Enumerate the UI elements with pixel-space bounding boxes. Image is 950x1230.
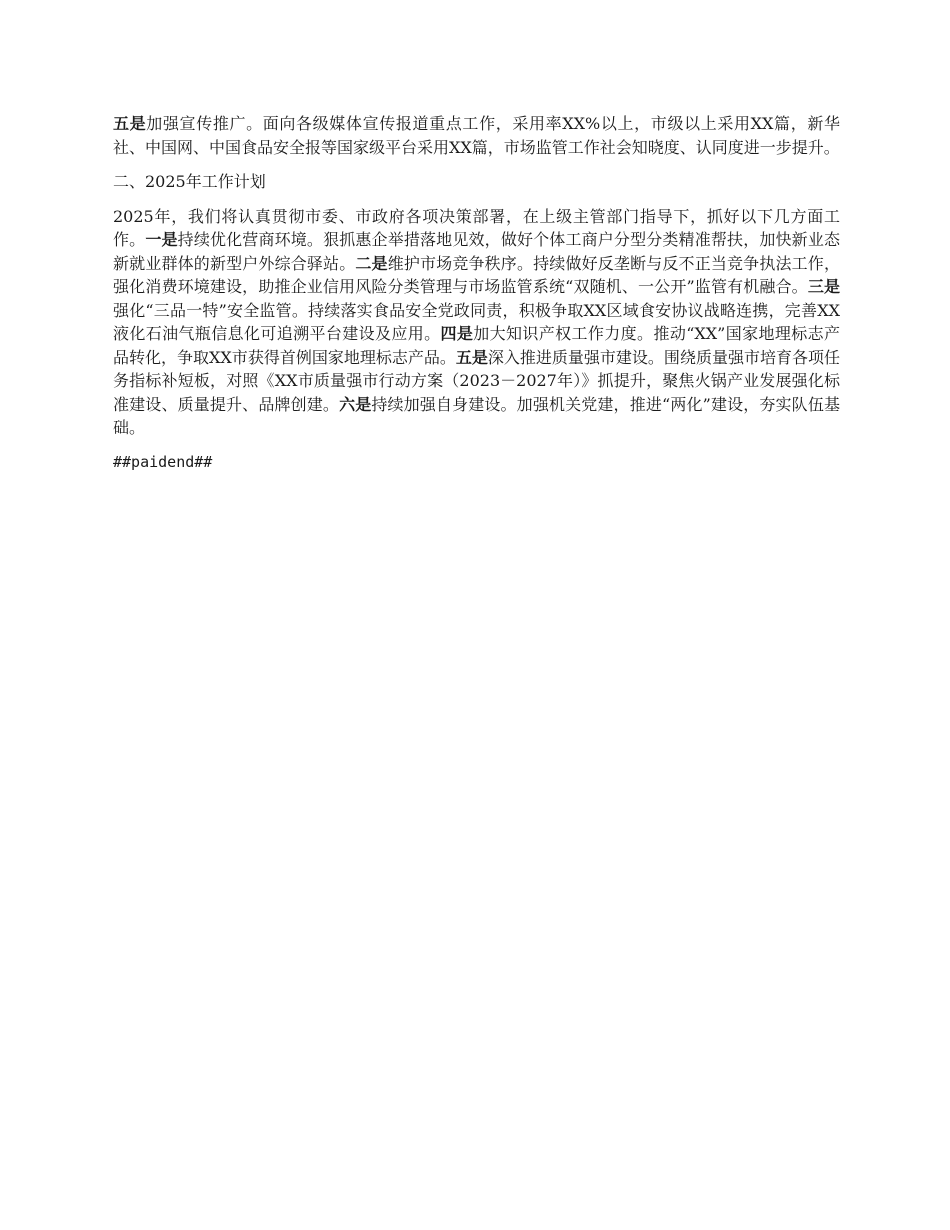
item-lead: 三是 <box>807 277 840 296</box>
item-lead: 六是 <box>339 394 372 414</box>
item-text: 维护市场竞争秩序。持续做好反垄断与反不正当竞争执法工作，强化消费环境建设，助推企业信用风险分类管理与市场监管系统“双随机、一公开”监管有机融合。 <box>113 253 840 296</box>
item-lead: 四是 <box>440 324 474 343</box>
item-text: 持续优化营商环境。狠抓惠企举措落地见效，做好个体工商户分型分类精准帮扶，加快新业态新就业群体的新型户外综合驿站。 <box>113 230 840 273</box>
document-page <box>113 112 840 474</box>
section-heading: 二、2025年工作计划 <box>113 172 266 191</box>
item-text: 加大知识产权工作力度。推动“XX”国家地理标志产品转化，争取XX市获得首例国家地理标志产品。 <box>113 324 840 367</box>
item-text: 加强宣传推广。面向各级媒体宣传报道重点工作，采用率XX%以上，市级以上采用XX篇，新华社、中国网、中国食品安全报等国家级平台采用XX篇，市场监管工作社会知晓度、认同度进一步提升。 <box>113 114 840 157</box>
item-lead: 五是 <box>113 114 147 133</box>
item-lead: 二是 <box>355 253 388 273</box>
paragraph-publicity <box>113 112 840 159</box>
paid-end-marker: ##paidend## <box>113 452 213 471</box>
plan-intro: 2025年，我们将认真贯彻市委、市政府各项决策部署，在上级主管部门指导下，抓好以下几方面工作。 <box>113 206 840 249</box>
item-text: 强化“三品一特”安全监管。持续落实食品安全党政同责，积极争取XX区域食安协议战略连携，完善XX液化石油气瓶信息化可追溯平台建设及应用。 <box>113 300 840 343</box>
item-text: 深入推进质量强市建设。围绕质量强市培育各项任务指标补短板，对照《XX市质量强市行动方案（2023－2027年）》抓提升，聚焦火锅产业发展强化标准建设、质量提升、品牌创建。 <box>113 347 840 414</box>
item-text: 持续加强自身建设。加强机关党建，推进“两化”建设，夯实队伍基础。 <box>113 394 840 437</box>
item-lead: 五是 <box>455 347 488 367</box>
item-lead: 一是 <box>145 230 178 249</box>
paragraph-work-plan <box>113 205 840 440</box>
